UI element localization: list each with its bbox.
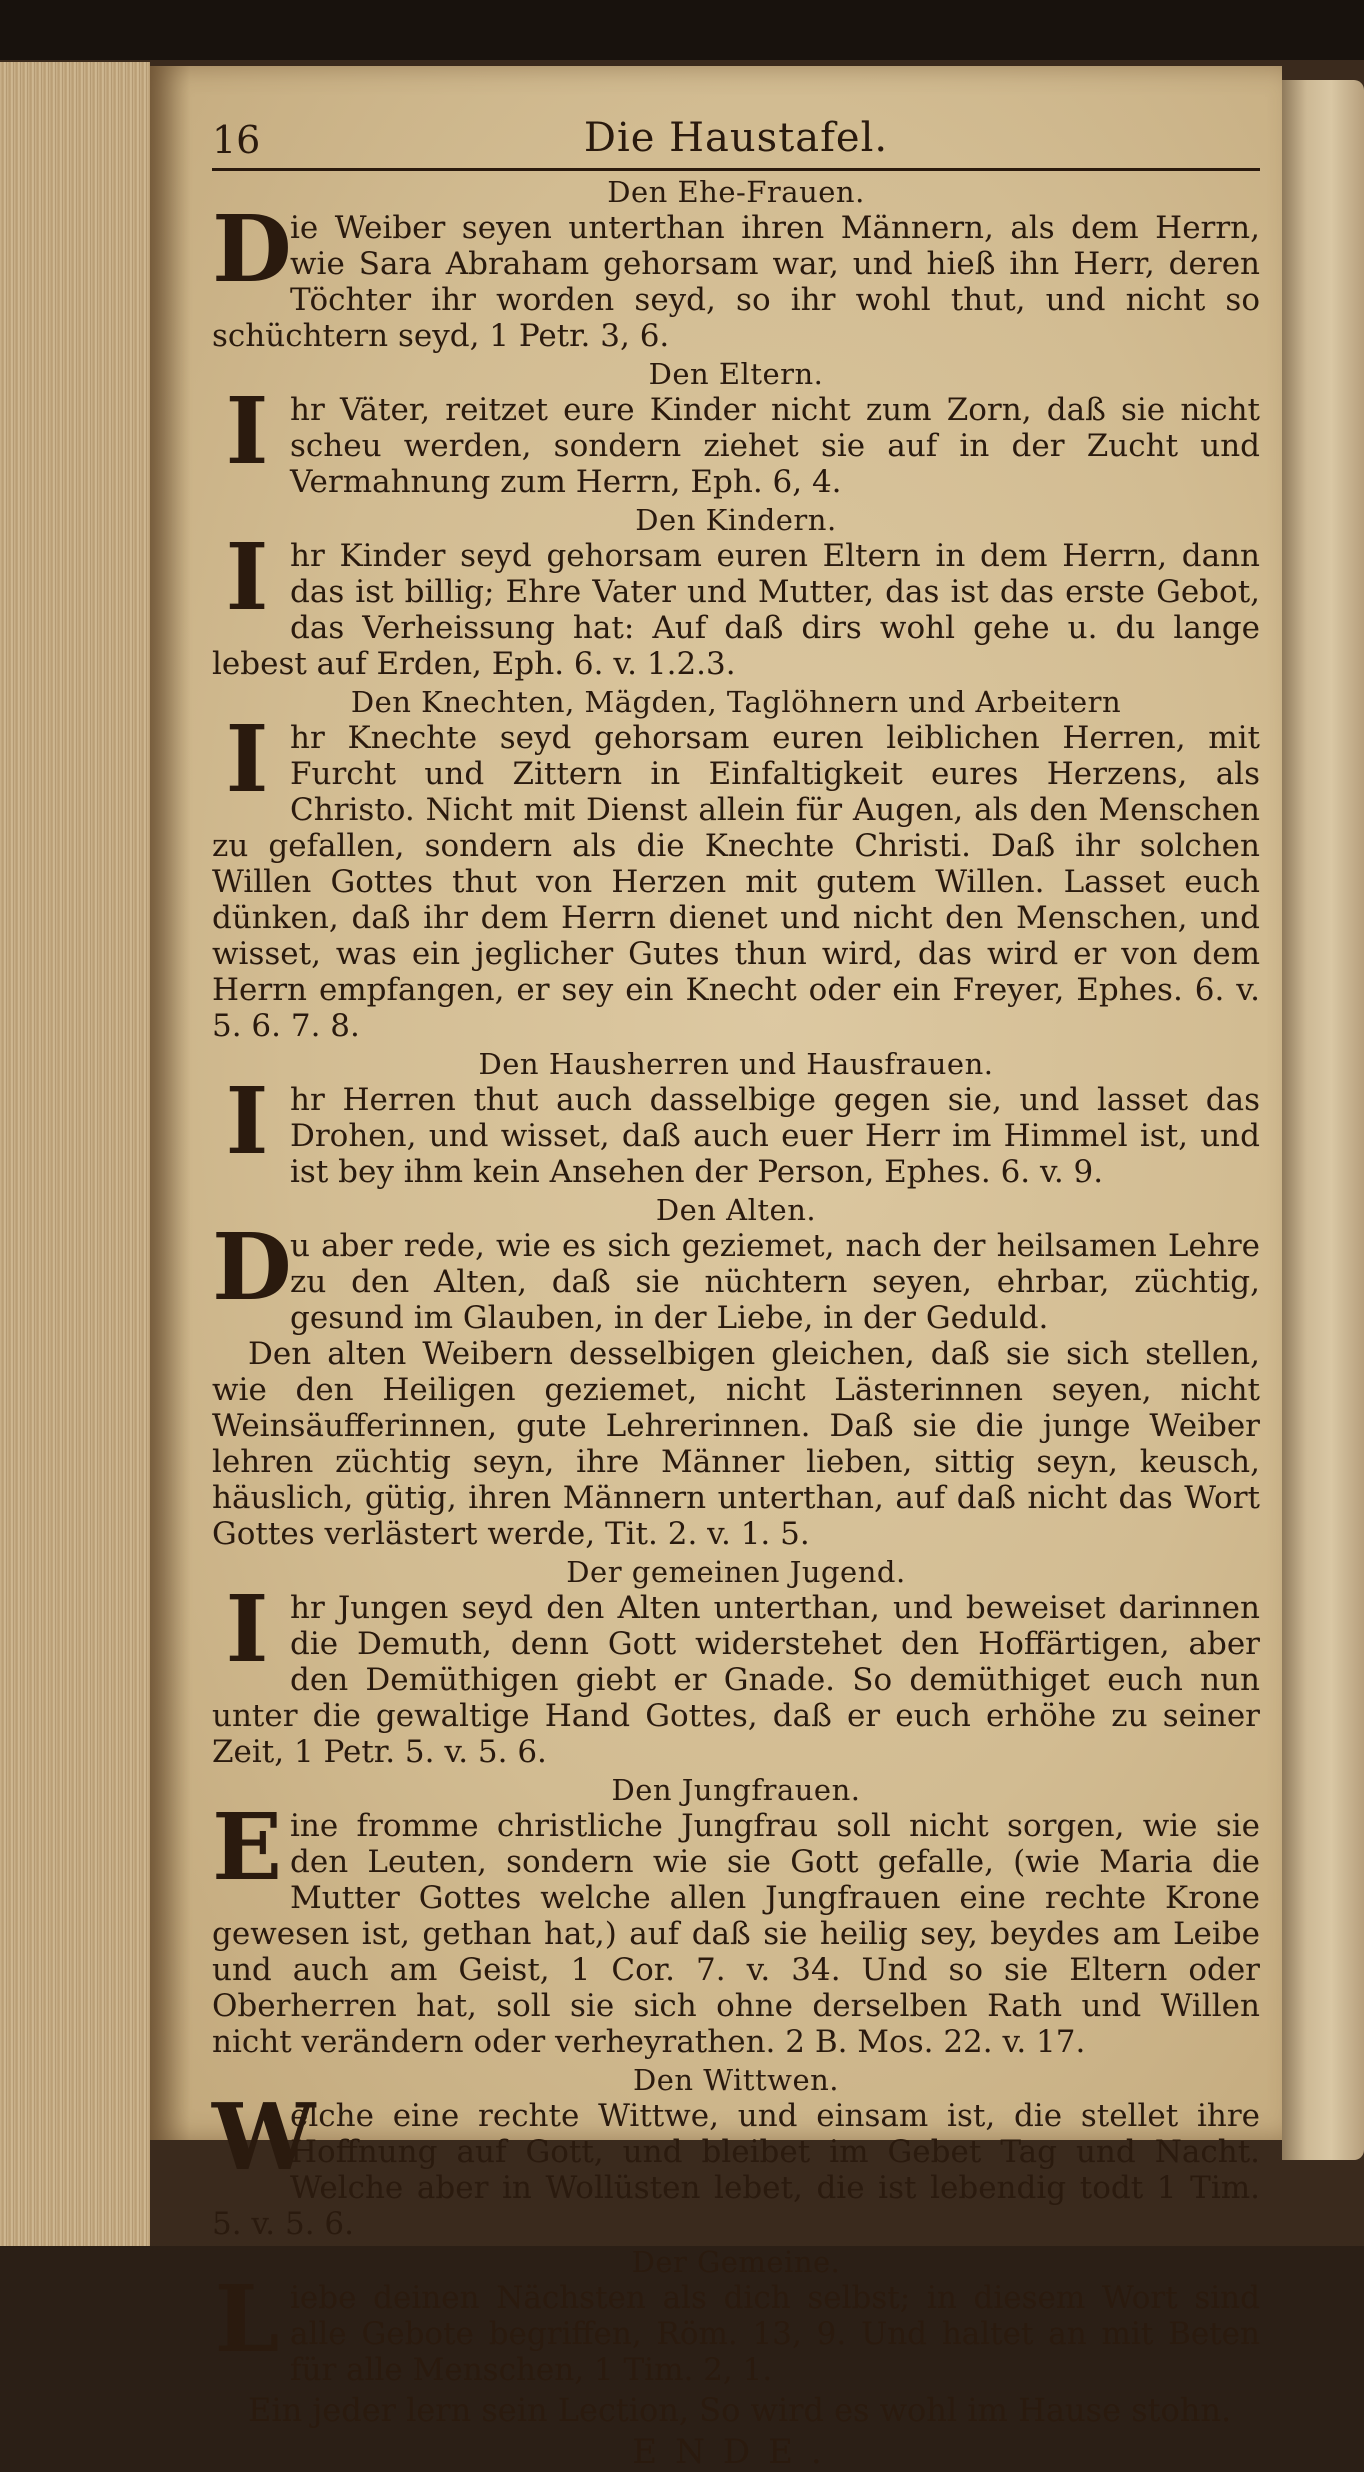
- section-title: Den Wittwen.: [632, 2063, 840, 2097]
- paragraph-text: ine fromme christliche Jungfrau soll nicht sorgen, wie sie den Leuten, sondern wie sie Gott gefalle, (wie Maria die Mutter Gottes welche allen Jungfrauen eine rechte Krone gewesen ist, gethan hat,) auf daß sie heilig sey, beydes am Leibe und auch am Geist, 1 Cor. 7. v. 34. Und so sie Eltern oder Oberherren hat, soll sie sich ohne derselben Rath und Willen nicht verändern oder verheyrathen. 2 B. Mos. 22. v. 17.: [212, 1808, 1260, 2060]
- drop-initial: I: [225, 705, 269, 813]
- closing-ende: ENDE.: [632, 2432, 840, 2472]
- page-edges-left: [0, 62, 150, 2246]
- section-title: Der gemeinen Jugend.: [566, 1555, 906, 1589]
- drop-initial: I: [225, 523, 269, 631]
- section-paragraph-extra: Den alten Weibern desselbigen gleichen, daß sie sich stellen, wie den Heiligen geziemet, nicht Lästerinnen seyen, nicht Weinsäufferinnen, gute Lehrerinnen. Daß sie die junge Weiber lehren züchtig seyn, ihre Männer lieben, sittig seyn, keusch, häuslich, gütig, ihren Männern unterthan, auf daß nicht das Wort Gottes verlästert werde, Tit. 2. v. 1. 5.: [212, 1336, 1260, 1552]
- paragraph-text: iebe deinen Nächsten als dich selbst; in diesem Wort sind alle Gebote begriffen, Röm. 13, 9. Und haltet an mit Beten für alle Menschen, 1 Tim. 2, 1.: [290, 2280, 1260, 2388]
- section-paragraph: [212, 1067, 1260, 1190]
- section-paragraph: [212, 1575, 1260, 1770]
- section-kindern: [212, 503, 1260, 682]
- section-eltern: [212, 357, 1260, 500]
- paragraph-text: u aber rede, wie es sich geziemet, nach der heilsamen Lehre zu den Alten, daß sie nüchtern seyen, ehrbar, züchtig, gesund im Glauben, in der Liebe, in der Geduld.: [290, 1228, 1260, 1336]
- section-paragraph: [212, 2083, 1260, 2242]
- drop-initial: D: [212, 1213, 292, 1321]
- section-title: Den Knechten, Mägden, Taglöhnern und Arbeitern: [350, 685, 1122, 719]
- page-header: [212, 112, 1260, 171]
- section-title: Der Gemeine.: [631, 2245, 841, 2279]
- section-ehe-frauen: [212, 175, 1260, 354]
- paragraph-text: hr Jungen seyd den Alten unterthan, und beweiset darinnen die Demuth, denn Gott widerstehet den Hoffärtigen, aber den Demüthigen giebt er Gnade. So demüthiget euch nun unter die gewaltige Hand Gottes, daß er euch erhöhe zu seiner Zeit, 1 Petr. 5. v. 5. 6.: [212, 1590, 1260, 1770]
- section-paragraph: [212, 195, 1260, 354]
- section-jungfrauen: [212, 1773, 1260, 2060]
- paragraph-text: elche eine rechte Wittwe, und einsam ist, die stellet ihre Hoffnung auf Gott, und bleibet im Gebet Tag und Nacht. Welche aber in Wollüsten lebet, die ist lebendig todt 1 Tim. 5. v. 5. 6.: [212, 2098, 1260, 2242]
- section-title: Den Eltern.: [648, 357, 824, 391]
- section-title: Den Kindern.: [635, 503, 837, 537]
- paragraph-text: hr Kinder seyd gehorsam euren Eltern in dem Herrn, dann das ist billig; Ehre Vater und Mutter, das ist das erste Gebot, das Verheissung hat: Auf daß dirs wohl gehe u. du lange lebest auf Erden, Eph. 6. v. 1.2.3.: [212, 538, 1260, 682]
- paragraph-text: ie Weiber seyen unterthan ihren Männern, als dem Herrn, wie Sara Abraham gehorsam war, und hieß ihn Herr, deren Töchter ihr worden seyd, so ihr wohl thut, und nicht so schüchtern seyd, 1 Petr. 3, 6.: [212, 210, 1260, 354]
- section-paragraph: [212, 377, 1260, 500]
- section-wittwen: [212, 2063, 1260, 2242]
- drop-initial: L: [214, 2265, 280, 2373]
- section-alten: [212, 1193, 1260, 1552]
- drop-initial: D: [212, 195, 292, 303]
- section-paragraph: [212, 523, 1260, 682]
- section-knechten: [212, 685, 1260, 1044]
- section-title: Den Hausherren und Hausfrauen.: [478, 1047, 994, 1081]
- section-title: Den Jungfrauen.: [611, 1773, 861, 1807]
- drop-initial: I: [225, 377, 269, 485]
- closing-motto: Ein jeder lern sein Lection, So wird es wohl im Hause stohn.: [248, 2391, 1232, 2429]
- section-title: Den Ehe-Frauen.: [607, 175, 865, 209]
- paragraph-text: hr Väter, reitzet eure Kinder nicht zum Zorn, daß sie nicht scheu werden, sondern ziehet sie auf in der Zucht und Vermahnung zum Herrn, Eph. 6, 4.: [290, 392, 1260, 500]
- section-paragraph: [212, 1213, 1260, 1336]
- gutter-shadow: [150, 66, 190, 2140]
- drop-initial: I: [225, 1575, 269, 1683]
- section-jugend: [212, 1555, 1260, 1770]
- page-edges-right: [1282, 80, 1364, 2160]
- section-gemeine: [212, 2245, 1260, 2388]
- section-hausherren: [212, 1047, 1260, 1190]
- running-head: Die Haustafel.: [583, 115, 889, 161]
- drop-initial: I: [225, 1067, 269, 1175]
- page-text: [212, 112, 1260, 2470]
- section-paragraph: [212, 1793, 1260, 2060]
- drop-initial: E: [212, 1793, 283, 1901]
- paragraph-text: hr Knechte seyd gehorsam euren leiblichen Herren, mit Furcht und Zittern in Einfaltigkeit eures Herzens, als Christo. Nicht mit Dienst allein für Augen, als den Menschen zu gefallen, sondern als die Knechte Christi. Daß ihr solchen Willen Gottes thut von Herzen mit gutem Willen. Lasset euch dünken, daß ihr dem Herrn dienet und nicht den Menschen, und wisset, was ein jeglicher Gutes thun wird, das wird er von dem Herrn empfangen, er sey ein Knecht oder ein Freyer, Ephes. 6. v. 5. 6. 7. 8.: [212, 720, 1260, 1044]
- section-paragraph: [212, 705, 1260, 1044]
- page-number: 16: [212, 118, 261, 162]
- paragraph-text: hr Herren thut auch dasselbige gegen sie, und lasset das Drohen, und wisset, daß auch euer Herr im Himmel ist, und ist bey ihm kein Ansehen der Person, Ephes. 6. v. 9.: [290, 1082, 1260, 1190]
- drop-initial: W: [212, 2083, 316, 2191]
- section-title: Den Alten.: [655, 1193, 817, 1227]
- background-top: [0, 0, 1364, 62]
- section-paragraph: [212, 2265, 1260, 2388]
